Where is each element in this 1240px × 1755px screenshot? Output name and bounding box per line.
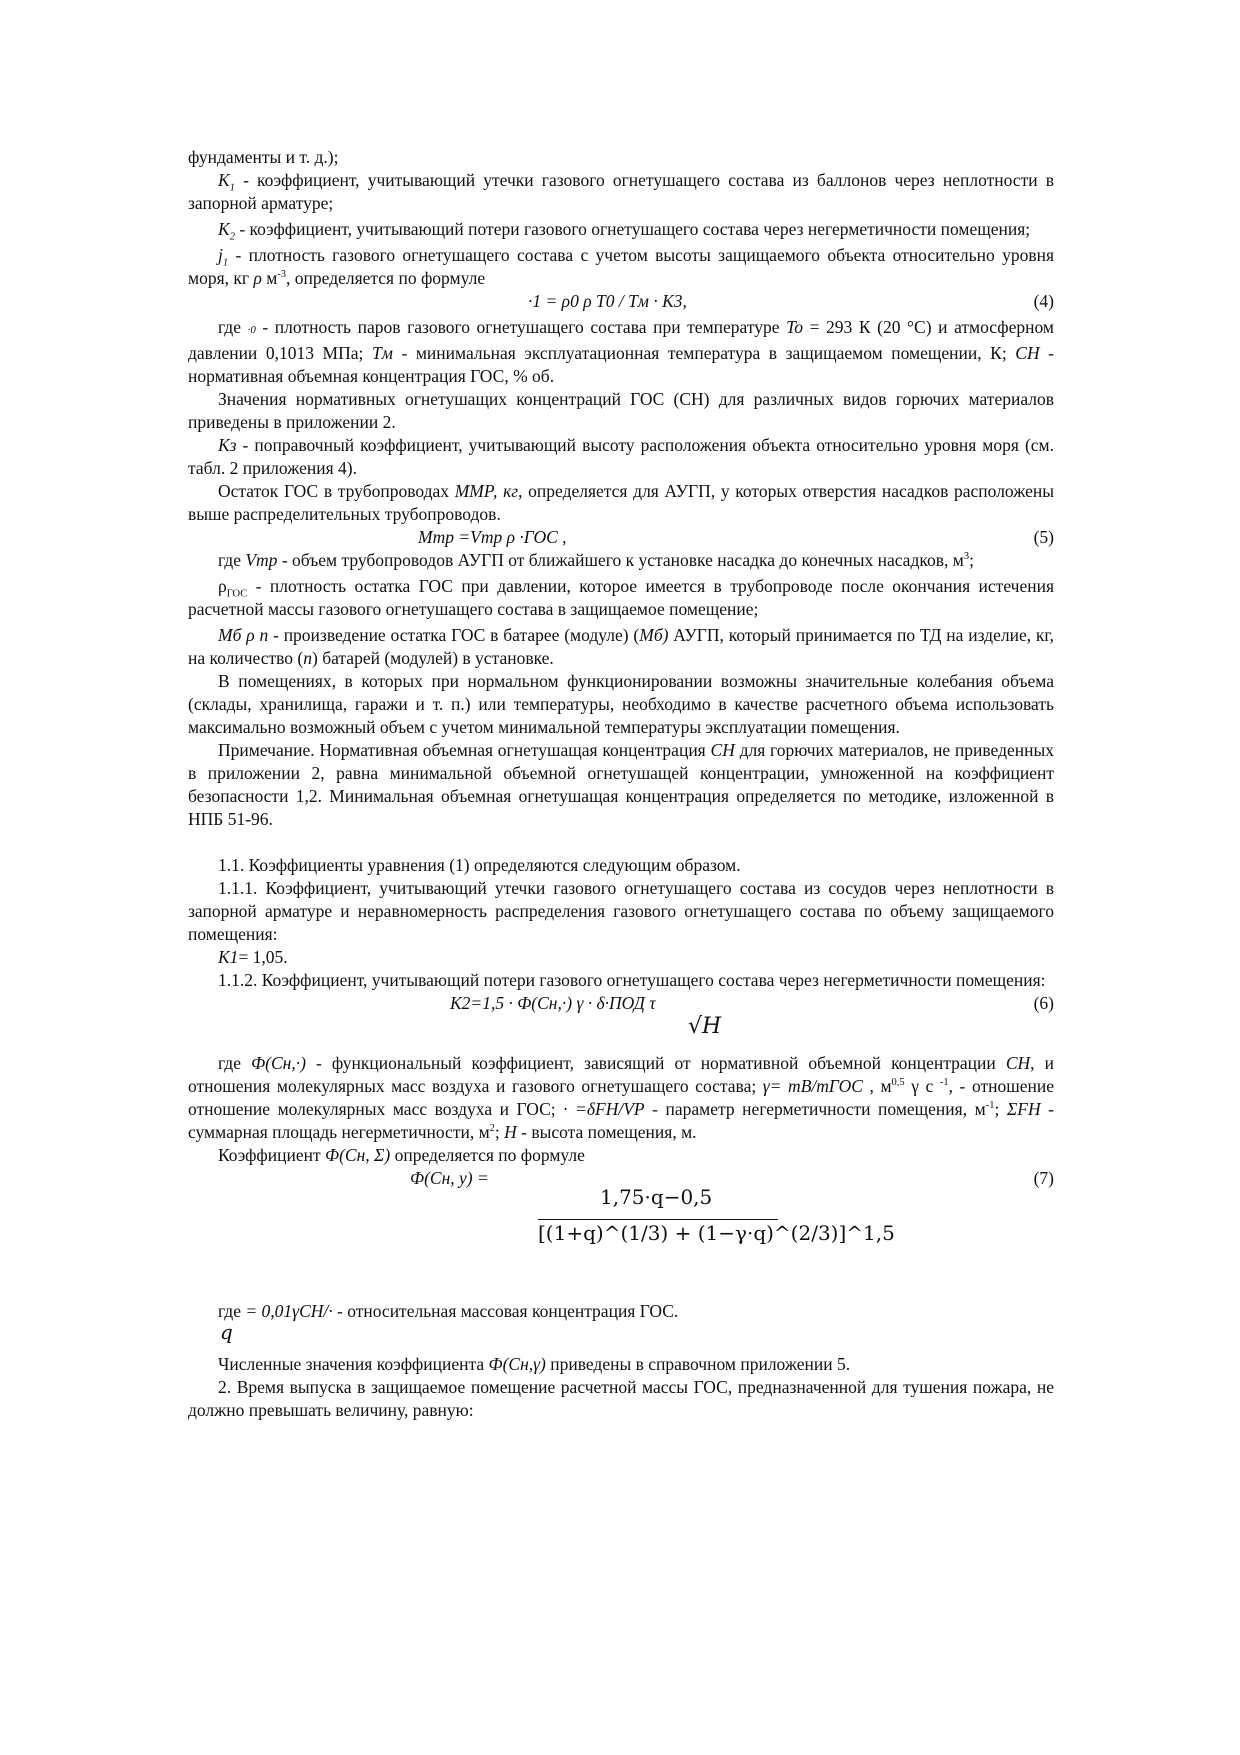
paragraph-k2: $K_2$ - коэффициент, учитывающий потери газового огнетушащего состава через негерметичности помещения;	[218, 219, 1031, 243]
equation-6-number: (6)	[1033, 993, 1054, 1013]
paragraph-1-1-1: 1.1.1. Коэффициент, учитывающий утечки газового огнетушащего состава из сосудов через неплотности в запорной арматуре и неравномерность распределения газового огнетушащего состава по объему защищаемого помещения:	[188, 878, 1054, 944]
paragraph-kz: Кз - поправочный коэффициент, учитывающий высоту расположения объекта относительно уровня моря (см. табл. 2 приложения 4).	[188, 435, 1054, 478]
paragraph-norm-values: Значения нормативных огнетушащих концентраций ГОС (CН) для различных видов горючих материалов приведены в приложении 2.	[188, 389, 1054, 432]
paragraph-where-q: где = 0,01γCН/· - относительная массовая концентрация ГОС.	[218, 1301, 679, 1321]
paragraph-rho-gos: $\rho_{ГОС}$ - плотность остатка ГОС при давлении, которое имеется в трубопроводе после окончания истечения расчетной массы газового огнетушащего состава в защищаемое помещение;	[188, 576, 1054, 619]
document-page	[188, 146, 1054, 1422]
equation-4-formula: ·1 = ρ0 ρ T0 / Tм · K3,	[528, 291, 687, 311]
paragraph-vtr: где Vтр - объем трубопроводов АУГП от ближайшего к установке насадка до конечных насадков, $м^3$;	[218, 550, 974, 570]
paragraph-note: Примечание. Нормативная объемная огнетушащая концентрация CН для горючих материалов, не приведенных в приложении 2, равна минимальной объемной огнетушащей концентрации, умноженной на коэффициент безопасности 1,2. Минимальная объемная огнетушащая концентрация определяется по методике, изложенной в НПБ 51-96.	[188, 740, 1055, 829]
paragraph-k1: $K_1$ - коэффициент, учитывающий утечки газового огнетушащего состава из баллонов через неплотности в запорной арматуре;	[188, 170, 1054, 213]
equation-7-number: (7)	[1033, 1168, 1054, 1188]
paragraph-1-1-2: 1.1.2. Коэффициент, учитывающий потери газового огнетушащего состава через негерметичности помещения:	[218, 970, 1046, 990]
fraction-line	[538, 1219, 778, 1220]
paragraph-k1-value: K1= 1,05.	[218, 947, 288, 967]
paragraph-2: 2. Время выпуска в защищаемое помещение расчетной массы ГОС, предназначенной для тушения пожара, не должно превышать величину, равную:	[188, 1377, 1054, 1420]
equation-5-number: (5)	[1033, 527, 1054, 547]
paragraph-phi-formula-intro: Коэффициент Ф(Cн, Σ) определяется по формуле	[218, 1145, 585, 1165]
paragraph-1-1: 1.1. Коэффициенты уравнения (1) определяются следующим образом.	[218, 855, 741, 875]
equation-5-formula: Mтр =Vтр ρ ·ГОС ,	[418, 527, 567, 547]
sqrt-h: √H	[688, 1014, 722, 1039]
equation-7-numerator: 1,75·q−0,5	[600, 1185, 713, 1209]
paragraph-where-phi: где Ф(Cн,·) - функциональный коэффициент, зависящий от нормативной объемной концентрации CН, и отношения молекулярных масс воздуха и газового огнетушащего состава; γ= mВ/mГОС , $м^{0,5}$ γ с $^{-1}$, - отношение отношение молекулярных масс воздуха и ГОС; · =δFН/VР - параметр негерметичности помещения, $м^{-1}$; ΣFН - суммарная площадь негерметичности, $м^2$; H - высота помещения, м.	[188, 1053, 1054, 1142]
equation-6	[188, 992, 1054, 1015]
paragraph-mb: Mб ρ n - произведение остатка ГОС в батарее (модуле) (Mб) АУГП, который принимается по ТД на изделие, кг, на количество (n) батарей (модулей) в установке.	[188, 625, 1055, 668]
text-line: фундаменты и т. д.);	[188, 147, 339, 167]
q-symbol: q	[220, 1320, 233, 1344]
paragraph-where-rho0: где ·0 - плотность паров газового огнетушащего состава при температуре To = 293 К (20 °С) и атмосферном давлении 0,1013 МПа; Tм - минимальная эксплуатационная температура в защищаемом помещении, К; CН - нормативная объемная концентрация ГОС, % об.	[188, 317, 1055, 386]
paragraph-residue: Остаток ГОС в трубопроводах MМР, кг, определяется для АУГП, у которых отверстия насадков расположены выше распределительных трубопроводов.	[188, 481, 1054, 524]
paragraph-rooms: В помещениях, в которых при нормальном функционировании возможны значительные колебания объема (склады, хранилища, гаражи и т. п.) или температуры, необходимо в качестве расчетного объема использовать максимально возможный объем с учетом минимальной температуры эксплуатации помещения.	[188, 671, 1054, 737]
paragraph-density: $ј_1$ - плотность газового огнетушащего состава с учетом высоты защищаемого объекта относительно уровня моря, кг ρ $м^{-3}$, определяется по формуле	[188, 245, 1054, 288]
equation-4-number: (4)	[1033, 291, 1054, 311]
equation-5	[188, 526, 1054, 549]
equation-4	[188, 290, 1054, 313]
equation-7-formula: Ф(Cн, у) =	[410, 1168, 489, 1188]
paragraph-numeric-values: Численные значения коэффициента Ф(Cн,γ) приведены в справочном приложении 5.	[218, 1354, 851, 1374]
equation-7-fraction	[188, 1185, 1054, 1300]
equation-7-denominator: [(1+q)^(1/3) + (1−γ·q)^(2/3)]^1,5	[538, 1221, 895, 1245]
equation-6-formula: K2=1,5 · Ф(Cн,·) γ · δ·ПОД τ	[450, 993, 656, 1013]
equation-6-denominator	[188, 1015, 1054, 1049]
